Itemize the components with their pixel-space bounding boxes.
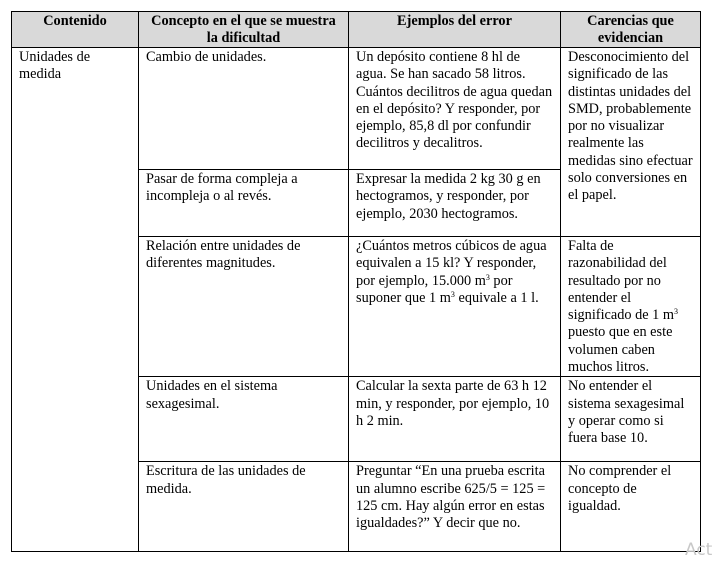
table-row — [12, 48, 701, 170]
cell-carencia: Desconocimiento del significado de las distintas unidades del SMD, probablemente por no visualizar realmente las medidas sino efectuar solo conversiones en el papel. — [561, 48, 701, 237]
cell-ejemplo — [349, 237, 561, 377]
cell-carencia: No comprender el concepto de igualdad. — [561, 462, 701, 552]
cell-carencia: No entender el sistema sexagesimal y operar como si fuera base 10. — [561, 377, 701, 462]
cell-ejemplo: Expresar la medida 2 kg 30 g en hectogramos, y responder, por ejemplo, 2030 hectogramos. — [349, 170, 561, 237]
superscript: 3 — [450, 289, 455, 299]
errors-table — [11, 11, 701, 552]
activation-watermark: Act — [685, 540, 713, 560]
text-fragment: por suponer que 1 m — [356, 272, 513, 306]
table-header-row — [12, 12, 701, 48]
header-contenido: Contenido — [12, 12, 139, 48]
cell-contenido: Unidades de medida — [12, 48, 139, 552]
cell-carencia — [561, 237, 701, 377]
cell-concepto: Cambio de unidades. — [139, 48, 349, 170]
text-fragment: Falta de razonabilidad del resultado por no entender el significado de 1 m — [568, 238, 675, 324]
text-fragment: equivale a 1 l. — [454, 289, 539, 306]
text-fragment: ¿Cuántos metros cúbicos de agua equivalen a 15 kl? Y responder, por ejemplo, 15.000 m — [356, 238, 547, 289]
cell-concepto: Relación entre unidades de diferentes magnitudes. — [139, 237, 349, 377]
cell-concepto: Pasar de forma compleja a incompleja o al revés. — [139, 170, 349, 237]
header-carencias: Carencias que evidencian — [561, 12, 701, 48]
superscript: 3 — [674, 307, 679, 317]
header-ejemplos: Ejemplos del error — [349, 12, 561, 48]
header-concepto: Concepto en el que se muestra la dificultad — [139, 12, 349, 48]
cell-ejemplo: Un depósito contiene 8 hl de agua. Se han sacado 58 litros. Cuántos decilitros de agua quedan en el depósito? Y responder, por ejemplo, 85,8 dl por confundir decilitros y decalitros. — [349, 48, 561, 170]
cell-concepto: Escritura de las unidades de medida. — [139, 462, 349, 552]
superscript: 3 — [485, 272, 490, 282]
cell-concepto: Unidades en el sistema sexagesimal. — [139, 377, 349, 462]
cell-ejemplo: Calcular la sexta parte de 63 h 12 min, y responder, por ejemplo, 10 h 2 min. — [349, 377, 561, 462]
text-fragment: puesto que en este volumen caben muchos litros. — [568, 324, 673, 376]
cell-ejemplo: Preguntar “En una prueba escrita un alumno escribe 625/5 = 125 = 125 cm. Hay algún error en estas igualdades?” Y decir que no. — [349, 462, 561, 552]
